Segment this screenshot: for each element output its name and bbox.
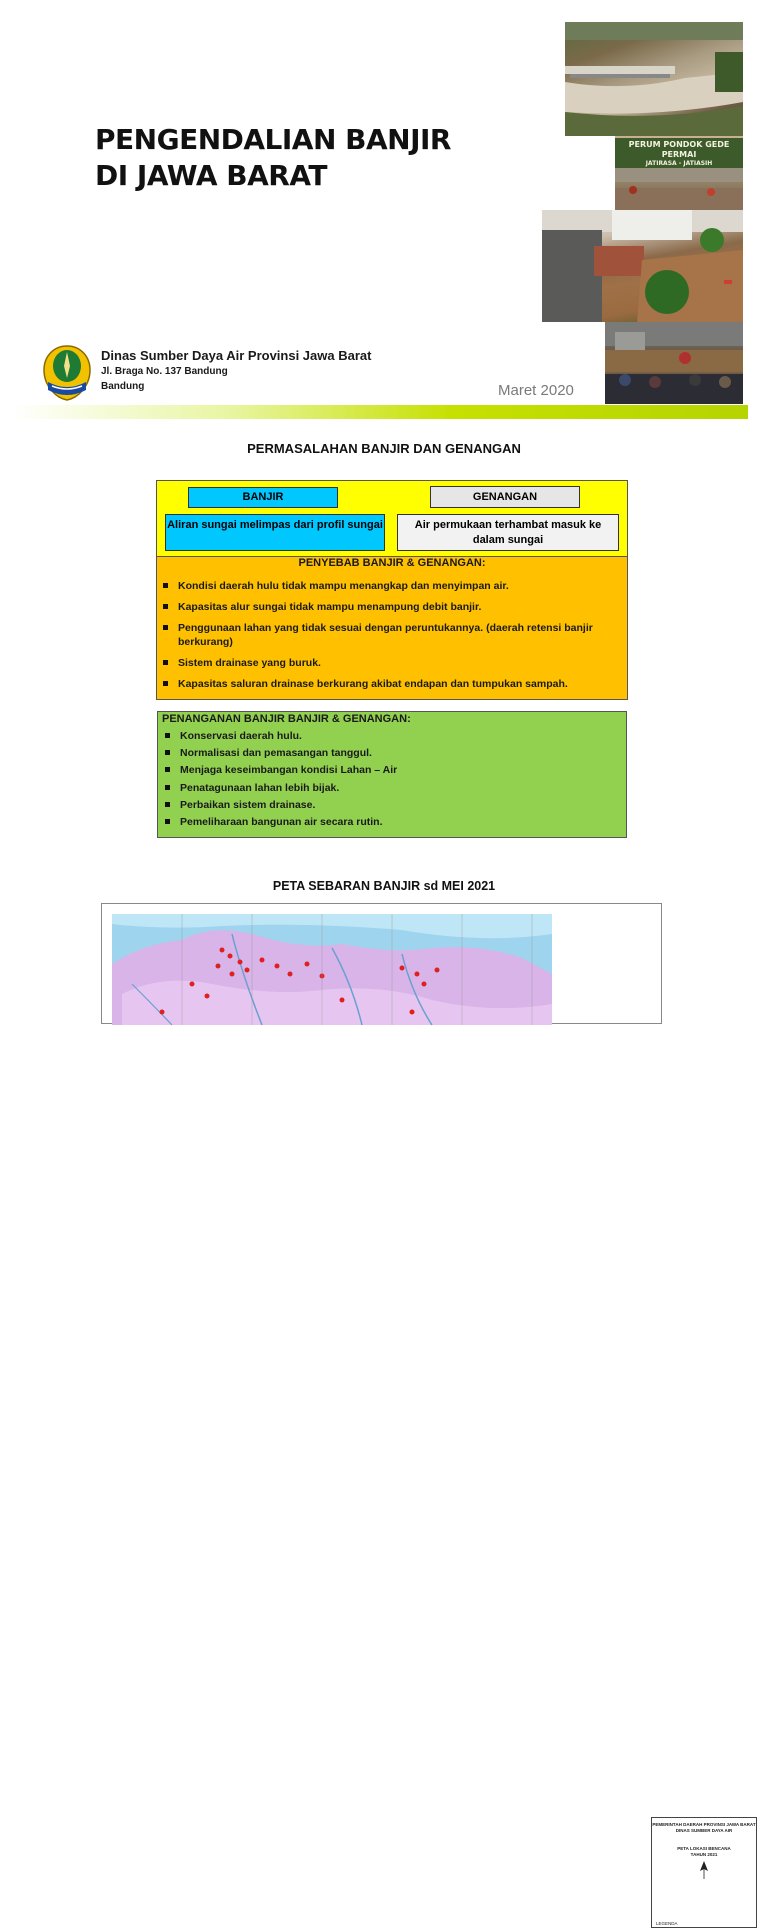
causes-list: [158, 579, 618, 698]
photo-dam-flood: [565, 22, 743, 136]
handling-item: Pemeliharaan bangunan air secara rutin.: [160, 815, 620, 829]
flood-distribution-map: [101, 903, 756, 1926]
bullet-square-icon: [165, 750, 170, 755]
bullet-square-icon: [163, 604, 168, 609]
cause-item: Penggunaan lahan yang tidak sesuai dengan peruntukannya. (daerah retensi banjir berkurang): [158, 621, 618, 649]
handling-list: [160, 729, 620, 832]
handling-heading: PENANGANAN BANJIR BANJIR & GENANGAN:: [162, 713, 411, 725]
bullet-square-icon: [163, 681, 168, 686]
cover-date: Maret 2020: [498, 382, 574, 399]
bullet-square-icon: [165, 733, 170, 738]
org-name: Dinas Sumber Daya Air Provinsi Jawa Barat: [101, 348, 372, 363]
perum-sign: PERUM PONDOK GEDE PERMAI JATIRASA - JATIASIH: [615, 138, 743, 168]
photo-perum-pondok-gede: [615, 136, 743, 210]
org-address-line1: Jl. Braga No. 137 Bandung: [101, 366, 228, 377]
handling-item: Perbaikan sistem drainase.: [160, 798, 620, 812]
bullet-square-icon: [165, 767, 170, 772]
banjir-label: BANJIR: [188, 487, 338, 508]
causes-heading: PENYEBAB BANJIR & GENANGAN:: [298, 557, 486, 569]
handling-item: Konservasi daerah hulu.: [160, 729, 620, 743]
west-java-emblem-icon: [42, 344, 92, 402]
cause-item: Kapasitas saluran drainase berkurang akibat endapan dan tumpukan sampah.: [158, 677, 618, 691]
cover-title-line2: DI JAWA BARAT: [95, 159, 327, 192]
bullet-square-icon: [163, 583, 168, 588]
bullet-square-icon: [165, 785, 170, 790]
cause-item: Kondisi daerah hulu tidak mampu menangkap dan menyimpan air.: [158, 579, 618, 593]
problems-slide-title: PERMASALAHAN BANJIR DAN GENANGAN: [247, 441, 521, 456]
north-arrow-icon: [699, 1861, 709, 1879]
photo-flood-crowd: [605, 322, 743, 404]
handling-item: Normalisasi dan pemasangan tanggul.: [160, 746, 620, 760]
photo-flooded-neighborhood: [542, 210, 743, 322]
cover-slide: [0, 0, 768, 425]
bullet-square-icon: [163, 660, 168, 665]
genangan-label: GENANGAN: [430, 486, 580, 508]
map-title: PETA SEBARAN BANJIR sd MEI 2021: [272, 879, 496, 893]
cause-item: Sistem drainase yang buruk.: [158, 656, 618, 670]
handling-item: Penatagunaan lahan lebih bijak.: [160, 781, 620, 795]
bullet-square-icon: [165, 819, 170, 824]
map-legend: PEMERINTAH DAERAH PROVINSI JAWA BARAT DINAS SUMBER DAYA AIR PETA LOKASI BENCANA TAHUN 2021 LEGENDA: [651, 1817, 757, 1928]
bullet-square-icon: [165, 802, 170, 807]
green-gradient-band: [12, 405, 748, 419]
org-address-line2: Bandung: [101, 381, 145, 392]
cause-item: Kapasitas alur sungai tidak mampu menampung debit banjir.: [158, 600, 618, 614]
handling-item: Menjaga keseimbangan kondisi Lahan – Air: [160, 763, 620, 777]
bullet-square-icon: [163, 625, 168, 630]
banjir-description: Aliran sungai melimpas dari profil sungai: [165, 514, 385, 551]
cover-title: [95, 122, 451, 194]
genangan-description: Air permukaan terhambat masuk ke dalam sungai: [397, 514, 619, 551]
cover-title-line1: PENGENDALIAN BANJIR: [95, 123, 451, 156]
